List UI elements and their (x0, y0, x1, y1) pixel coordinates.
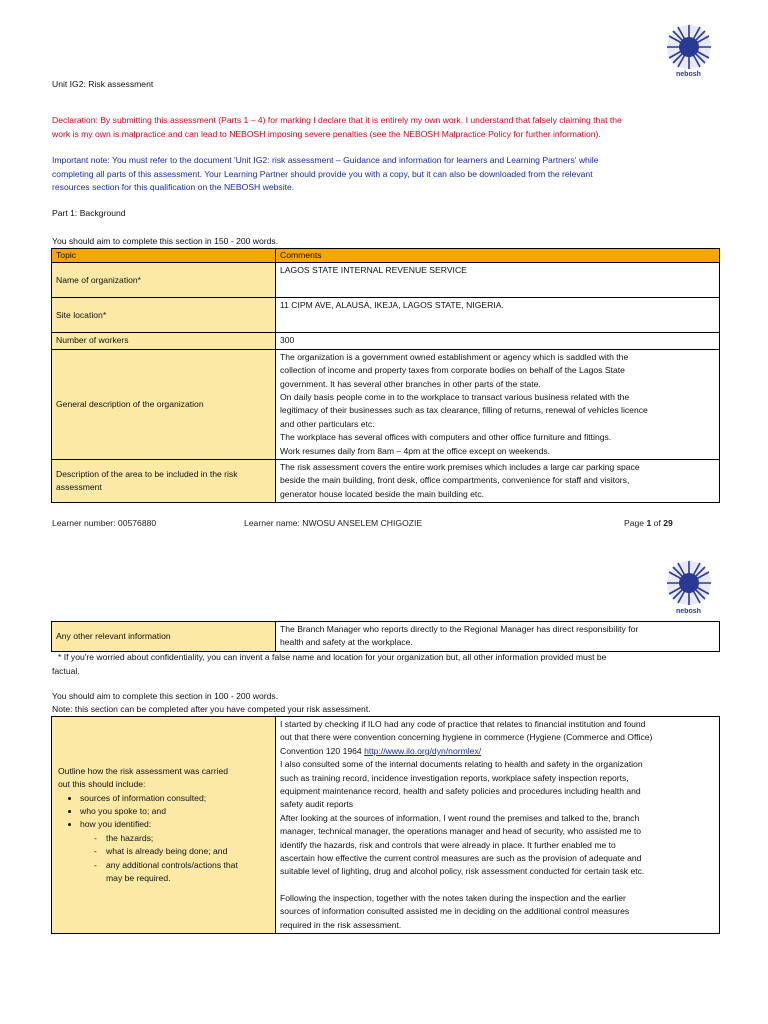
bullet-item (80, 818, 271, 885)
table-header-row (52, 249, 720, 263)
line: suitable level of lighting, drug and alcohol policy, risk assessment conducted for certain task etc. (280, 866, 645, 877)
line: equipment maintenance record, health and safety policies and procedures including health and (280, 786, 641, 797)
dash-item: - the hazards; (98, 832, 271, 845)
col-topic: Topic (52, 249, 276, 263)
outline-instructions (52, 717, 276, 934)
blank-line (280, 879, 715, 892)
comment-cell (276, 349, 720, 459)
nebosh-logo (666, 24, 712, 70)
line: health and safety at the workplace. (280, 637, 413, 648)
bullet-item: • who you spoke to; and (80, 805, 271, 818)
line: I also consulted some of the internal documents relating to health and safety in the organization (280, 759, 643, 770)
important-note-line-1: You must refer to the document 'Unit IG2: risk assessment – Guidance and information for learners and Learning Partners' while (112, 155, 599, 165)
dash-text: - any additional controls/actions that (106, 859, 238, 870)
learner-number: Learner number: 00576880 (52, 518, 157, 528)
table-row (52, 298, 720, 333)
dash-item (98, 859, 271, 886)
outline-intro-1: Outline how the risk assessment was carried (58, 765, 229, 776)
confidentiality-note (52, 651, 752, 678)
bullet-text: how you identified: (80, 819, 152, 830)
background-table (51, 248, 720, 503)
learner-name: Learner name: NWOSU ANSELEM CHIGOZIE (244, 518, 423, 528)
line: After looking at the sources of information, I went round the premises and talked to the, branch (280, 812, 640, 823)
important-note-label: Important note: (52, 155, 110, 165)
confidentiality-line-2: factual. (52, 665, 80, 676)
logo-text: nebosh (676, 71, 701, 78)
important-note-line-3: resources section for this qualification on the NEBOSH website. (52, 182, 295, 192)
topic-cell: Any other relevant information (52, 622, 276, 652)
line: I started by checking if ILO had any code of practice that relates to financial institution and found (280, 719, 646, 729)
col-comments: Comments (276, 249, 720, 263)
outline-intro-2: out this should include: (58, 779, 146, 790)
line: collection of income and property taxes from corporate bodies on behalf of the Lagos State (280, 365, 625, 376)
important-note (52, 154, 752, 195)
dash-continuation: may be required. (106, 872, 171, 883)
logo-text-page2: nebosh (676, 608, 701, 615)
line: sources of information consulted assisted me in deciding on the additional control measures (280, 906, 630, 917)
other-info-table (51, 621, 720, 652)
nebosh-logo-page2 (666, 560, 712, 606)
important-note-line-2: completing all parts of this assessment. Your Learning Partner should provide you with a copy, but it can also be downloaded from the relevant (52, 168, 593, 179)
outline-table (51, 716, 720, 934)
line: Work resumes daily from 8am – 4pm at the office except on weekends. (280, 445, 551, 456)
ilo-link[interactable]: http://www.ilo.org/dyn/normlex/ (364, 745, 482, 756)
line: The risk assessment covers the entire work premises which includes a large car parking space (280, 462, 640, 473)
line: legitimacy of their businesses such as tax clearance, filling of returns, renewal of vehicles licence (280, 405, 648, 416)
topic-cell: Name of organization* (52, 263, 276, 298)
outline-dashes (80, 832, 271, 886)
comment-cell: 11 CIPM AVE, ALAUSA, IKEJA, LAGOS STATE, NIGERIA. (276, 298, 720, 333)
page-total: 29 (663, 518, 673, 528)
section-note: Note: this section can be completed after you have competed your risk assessment. (52, 704, 371, 714)
topic-cell: Number of workers (52, 333, 276, 349)
comment-cell: LAGOS STATE INTERNAL REVENUE SERVICE (276, 263, 720, 298)
line: The organization is a government owned establishment or agency which is saddled with the (280, 351, 629, 362)
line: required in the risk assessment. (280, 919, 402, 930)
comment-cell (276, 622, 720, 652)
dash-item: - what is already being done; and (98, 845, 271, 858)
section-aim: You should aim to complete this section in 100 - 200 words. (52, 691, 279, 701)
line: such as training record, incidence investigation reports, workplace safety inspection reports, (280, 772, 629, 783)
line (280, 745, 715, 758)
line: manager, technical manager, the operations manager and head of security, who assisted me to (280, 826, 641, 837)
line: safety audit reports (280, 799, 354, 810)
line: government. It has several other branches in other parts of the state. (280, 378, 541, 389)
page-prefix: Page (624, 518, 647, 528)
line: generator house located beside the main building etc. (280, 488, 485, 499)
topic-cell: Description of the area to be included in the risk assessment (52, 460, 276, 503)
part1-aim: You should aim to complete this section in 150 - 200 words. (52, 236, 279, 246)
part1-heading: Part 1: Background (52, 208, 126, 218)
line: Following the inspection, together with the notes taken during the inspection and the earlier (280, 892, 626, 903)
convention-prefix: Convention 120 1964 (280, 745, 365, 756)
line: identify the hazards, risk and controls that were already in place. It further enabled me to (280, 839, 616, 850)
line: out that there were convention concerning hygiene in commerce (Hygiene (Commerce and Office) (280, 732, 653, 743)
comment-cell (276, 460, 720, 503)
line: beside the main building, front desk, office compartments, convenience for staff and visitors, (280, 475, 630, 486)
declaration-line-1: By submitting this assessment (Parts 1 – 4) for marking I declare that it is entirely my own work. I understand that falsely claiming that the (100, 115, 622, 125)
table-row (52, 349, 720, 459)
page-current: 1 (646, 518, 652, 528)
unit-title: Unit IG2: Risk assessment (52, 79, 154, 89)
outline-answer (276, 717, 720, 934)
bullet-item: • sources of information consulted; (80, 792, 271, 805)
table-row (52, 622, 720, 652)
line: The Branch Manager who reports directly to the Regional Manager has direct responsibility for (280, 624, 639, 634)
line: On daily basis people come in to the workplace to transact various business related with the (280, 392, 630, 403)
table-row (52, 460, 720, 503)
outline-bullets (58, 792, 271, 886)
comment-cell: 300 (276, 333, 720, 349)
declaration-line-2: work is my own is malpractice and can lead to NEBOSH imposing severe penalties (see the NEBOSH Malpractice Policy for further information). (52, 128, 601, 139)
page-number (624, 518, 673, 528)
table-row (52, 333, 720, 349)
declaration-label: Declaration: (52, 115, 98, 125)
topic-cell: Site location* (52, 298, 276, 333)
line: The workplace has several offices with computers and other office furniture and fittings. (280, 432, 612, 443)
line: and other particulars etc. (280, 418, 375, 429)
confidentiality-line-1: * If you're worried about confidentiality, you can invent a false name and location for your organization but, all other information provided must be (58, 652, 607, 662)
topic-cell: General description of the organization (52, 349, 276, 459)
declaration (52, 114, 752, 141)
table-row (52, 717, 720, 934)
page-of: of (651, 518, 664, 528)
table-row (52, 263, 720, 298)
line: ascertain how effective the current control measures are such as the provision of adequate and (280, 853, 642, 864)
